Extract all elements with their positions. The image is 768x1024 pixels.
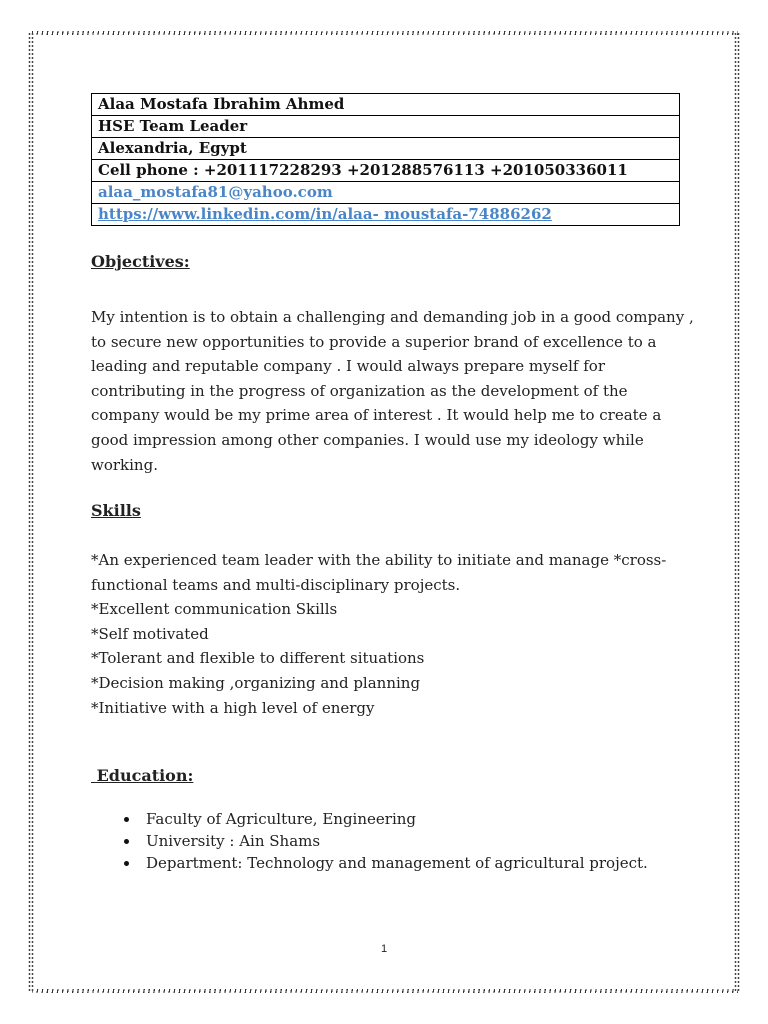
contact-row-location: [92, 138, 680, 160]
education-heading: Education:: [91, 766, 194, 785]
contact-row-phone: [92, 160, 680, 182]
page-number: 1: [380, 943, 388, 955]
skill-line: *Initiative with a high level of energy: [91, 698, 375, 717]
contact-row-linkedin: [92, 204, 680, 226]
bullet-icon: [124, 817, 129, 822]
skill-line: *An experienced team leader with the ability to initiate and manage *cross-: [91, 551, 667, 569]
objectives-line: good impression among other companies. I would use my ideology while: [91, 430, 644, 449]
objectives-line: working.: [91, 455, 158, 474]
objectives-line: company would be my prime area of interest . It would help me to create a: [91, 406, 662, 425]
education-list: [122, 808, 648, 874]
bullet-icon: [124, 839, 129, 844]
phone-numbers: Cell phone : +201117228293 +201288576113 +201050336011: [92, 160, 680, 182]
page-border-bottom: [32, 989, 738, 993]
page-border-left: [28, 32, 34, 992]
candidate-name: Alaa Mostafa Ibrahim Ahmed: [92, 94, 680, 116]
education-item: [122, 808, 648, 830]
contact-row-email: [92, 182, 680, 204]
skill-line: *Decision making ,organizing and planning: [91, 673, 421, 692]
skill-line: functional teams and multi-disciplinary projects.: [91, 575, 461, 594]
contact-info-table: [91, 93, 680, 226]
education-item: [122, 852, 648, 874]
objectives-line: My intention is to obtain a challenging and demanding job in a good company ,: [91, 308, 694, 326]
objectives-heading: Objectives:: [91, 252, 190, 271]
email-link[interactable]: alaa_mostafa81@yahoo.com: [92, 182, 680, 204]
page-border-top: [32, 31, 738, 35]
objectives-line: to secure new opportunities to provide a superior brand of excellence to a: [91, 332, 657, 351]
job-title: HSE Team Leader: [92, 116, 680, 138]
skill-line: *Tolerant and flexible to different situations: [91, 649, 425, 668]
objectives-paragraph: [91, 305, 694, 477]
education-item: [122, 830, 648, 852]
contact-row-name: [92, 94, 680, 116]
objectives-line: contributing in the progress of organization as the development of the: [91, 381, 628, 400]
skill-line: *Excellent communication Skills: [91, 600, 338, 619]
location: Alexandria, Egypt: [92, 138, 680, 160]
education-item-text: Department: Technology and management of agricultural project.: [146, 854, 648, 872]
contact-row-title: [92, 116, 680, 138]
skills-list: [91, 548, 691, 720]
education-item-text: Faculty of Agriculture, Engineering: [146, 810, 416, 828]
page-border-right: [734, 32, 740, 992]
skills-heading: Skills: [91, 501, 141, 520]
objectives-line: leading and reputable company . I would always prepare myself for: [91, 357, 605, 376]
bullet-icon: [124, 861, 129, 866]
linkedin-link[interactable]: https://www.linkedin.com/in/alaa- moustafa-74886262: [92, 204, 680, 226]
education-item-text: University : Ain Shams: [146, 832, 321, 850]
skill-line: *Self motivated: [91, 624, 209, 643]
